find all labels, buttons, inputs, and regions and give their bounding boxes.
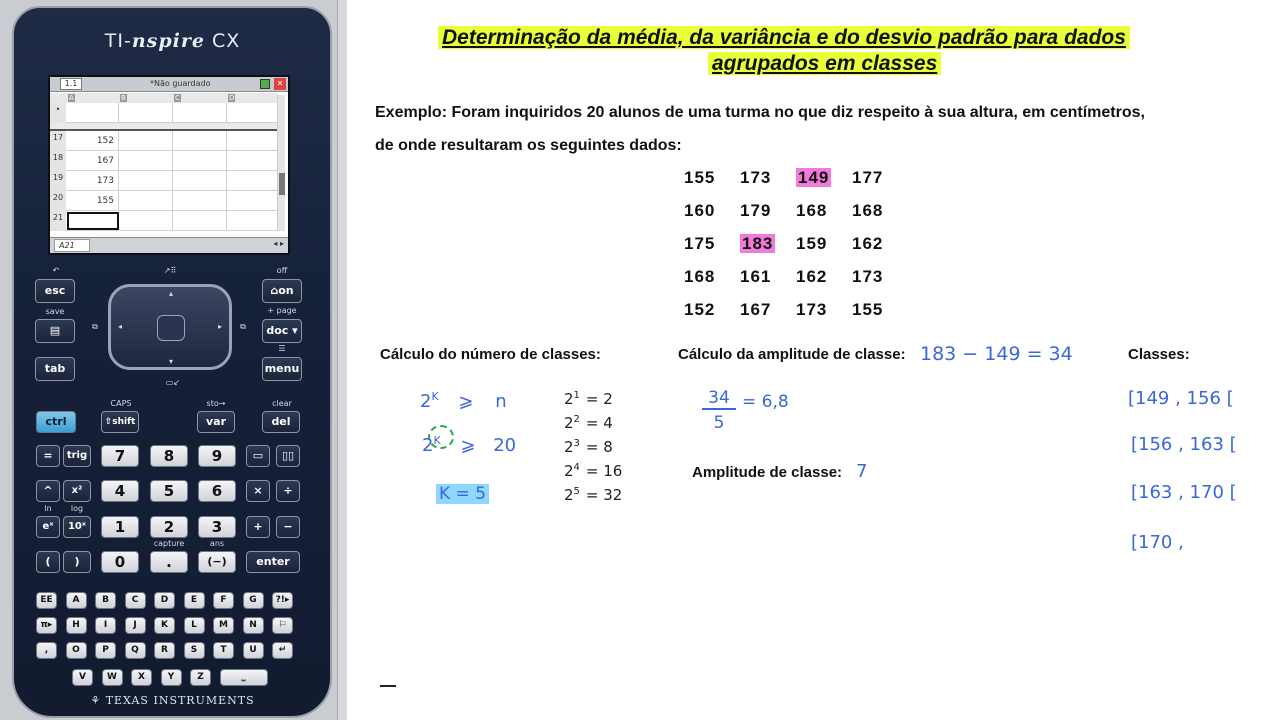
classes-count-label: Cálculo do número de classes: bbox=[380, 346, 601, 363]
caps-label: CAPS bbox=[110, 399, 132, 408]
trig-key[interactable]: trig bbox=[63, 445, 91, 467]
table-row bbox=[50, 103, 278, 123]
cell-c21[interactable] bbox=[174, 211, 227, 231]
touchpad[interactable] bbox=[108, 284, 232, 370]
del-key[interactable]: del bbox=[262, 411, 300, 433]
home-on-key[interactable]: ⌂on bbox=[262, 279, 302, 303]
letter-key[interactable]: J bbox=[125, 617, 146, 634]
letter-key[interactable]: N bbox=[243, 617, 264, 634]
power-result: = 8 bbox=[585, 438, 613, 456]
letter-key[interactable]: E bbox=[184, 592, 205, 609]
cell-b17[interactable] bbox=[120, 131, 173, 151]
document-name: *Não guardado bbox=[150, 79, 211, 88]
touchpad-click-icon[interactable] bbox=[157, 315, 185, 341]
data-value bbox=[796, 267, 846, 287]
power-of-two bbox=[564, 438, 613, 456]
data-value-text: 162 bbox=[852, 234, 884, 253]
class-interval: [170 , bbox=[1131, 532, 1184, 553]
inequality-1 bbox=[420, 390, 507, 412]
cell-c20[interactable] bbox=[174, 191, 227, 211]
data-value bbox=[740, 300, 790, 320]
key-5[interactable]: 5 bbox=[150, 480, 188, 502]
data-value bbox=[852, 234, 902, 254]
row-number: 18 bbox=[50, 151, 66, 171]
screen-status-bar bbox=[50, 237, 288, 253]
letter-key[interactable]: EE bbox=[36, 592, 57, 609]
exp-key[interactable]: eˣ bbox=[36, 516, 60, 538]
screen-titlebar bbox=[50, 77, 288, 92]
add-page-label: + page bbox=[267, 306, 297, 315]
column-header-c[interactable]: C bbox=[175, 94, 180, 102]
power-base: 2 bbox=[564, 462, 574, 480]
power-exponent: 4 bbox=[573, 462, 580, 473]
undo-icon: ↶ bbox=[52, 266, 60, 275]
right-arrow-icon: ▸ bbox=[217, 322, 222, 331]
data-value-text: 179 bbox=[740, 201, 772, 220]
data-value-text: 177 bbox=[852, 168, 884, 187]
panel-divider[interactable] bbox=[337, 0, 347, 720]
data-value-text: 162 bbox=[796, 267, 828, 286]
letter-key[interactable]: ?!▸ bbox=[272, 592, 293, 609]
notebook-page bbox=[348, 0, 1280, 720]
ineq2-base: 2 bbox=[422, 435, 434, 456]
page-tab[interactable]: 1.1 bbox=[60, 78, 82, 90]
power-base: 2 bbox=[564, 390, 574, 408]
data-value-text: 168 bbox=[684, 267, 716, 286]
grab-icon: ↗⠿ bbox=[163, 266, 177, 275]
letter-key[interactable]: S bbox=[184, 642, 205, 659]
text-cursor bbox=[380, 685, 396, 687]
cell-a18[interactable]: 167 bbox=[67, 151, 119, 171]
data-value-text: 152 bbox=[684, 300, 716, 319]
data-value-text: 173 bbox=[796, 300, 828, 319]
ctrl-key[interactable]: ctrl bbox=[36, 411, 76, 433]
class-interval: [156 , 163 [ bbox=[1131, 434, 1237, 455]
row-number: 20 bbox=[50, 191, 66, 211]
data-value bbox=[684, 300, 734, 320]
letter-key[interactable]: O bbox=[66, 642, 87, 659]
letter-key[interactable]: Z bbox=[190, 669, 211, 686]
classes-label: Classes: bbox=[1128, 346, 1190, 363]
ineq2-sign: ⩾ bbox=[460, 435, 476, 456]
ineq2-right: 20 bbox=[493, 435, 517, 456]
data-value bbox=[740, 168, 790, 188]
table-row bbox=[50, 191, 278, 211]
minus-key[interactable]: − bbox=[276, 516, 300, 538]
letter-key[interactable]: W bbox=[102, 669, 123, 686]
esc-key[interactable]: esc bbox=[35, 279, 75, 303]
letter-key[interactable]: V bbox=[72, 669, 93, 686]
row-number: 19 bbox=[50, 171, 66, 191]
data-value-text: 183 bbox=[742, 234, 774, 253]
cell-c18[interactable] bbox=[174, 151, 227, 171]
power-exponent: 1 bbox=[573, 390, 580, 401]
inequality-2 bbox=[422, 434, 516, 456]
data-value-text: 155 bbox=[852, 300, 884, 319]
amplitude-result-value: 7 bbox=[856, 461, 868, 482]
key-1[interactable]: 1 bbox=[101, 516, 139, 538]
tab-key[interactable]: tab bbox=[35, 357, 75, 381]
log-label: log bbox=[70, 504, 84, 513]
letter-key[interactable]: K bbox=[154, 617, 175, 634]
data-value bbox=[852, 300, 902, 320]
calculator-screen[interactable] bbox=[48, 75, 290, 255]
data-value-text: 173 bbox=[740, 168, 772, 187]
shift-key[interactable]: ⇧shift bbox=[101, 411, 139, 433]
letter-key[interactable]: T bbox=[213, 642, 234, 659]
letter-key[interactable]: R bbox=[154, 642, 175, 659]
power-base: 2 bbox=[564, 486, 574, 504]
data-value bbox=[740, 201, 790, 221]
square-key[interactable]: x² bbox=[63, 480, 91, 502]
menu-list-icon: ☰ bbox=[278, 344, 286, 353]
data-value bbox=[684, 234, 734, 254]
lparen-key[interactable]: ( bbox=[36, 551, 60, 573]
letter-key[interactable]: I bbox=[95, 617, 116, 634]
power-result: = 32 bbox=[585, 486, 623, 504]
data-value bbox=[684, 201, 734, 221]
letter-key[interactable]: ⚐ bbox=[272, 617, 293, 634]
key-2[interactable]: 2 bbox=[150, 516, 188, 538]
close-icon[interactable]: ✕ bbox=[274, 78, 286, 90]
column-headers bbox=[50, 93, 278, 103]
k-result bbox=[436, 484, 489, 504]
equals-key[interactable]: = bbox=[36, 445, 60, 467]
cell-b21[interactable] bbox=[120, 211, 173, 231]
letter-key[interactable]: A bbox=[66, 592, 87, 609]
doc-mini-icon: ⧉ bbox=[92, 322, 98, 331]
rparen-key[interactable]: ) bbox=[63, 551, 91, 573]
data-value-text: 167 bbox=[740, 300, 772, 319]
sto-label: sto→ bbox=[206, 399, 226, 408]
letter-key[interactable]: U bbox=[243, 642, 264, 659]
up-arrow-icon: ▴ bbox=[168, 289, 173, 298]
data-value bbox=[740, 267, 790, 287]
power-of-two bbox=[564, 390, 613, 408]
data-value bbox=[796, 201, 846, 221]
screen-scrollbar[interactable] bbox=[277, 95, 285, 231]
power-exponent: 3 bbox=[573, 438, 580, 449]
power-exponent: 2 bbox=[573, 414, 580, 425]
negative-key[interactable]: (−) bbox=[198, 551, 236, 573]
template-key[interactable]: ▭ bbox=[246, 445, 270, 467]
letter-key[interactable]: ⎵ bbox=[220, 669, 268, 686]
letter-key[interactable]: Q bbox=[125, 642, 146, 659]
letter-key[interactable]: B bbox=[95, 592, 116, 609]
ti-logo-icon: ⚘ bbox=[90, 694, 106, 707]
data-value-text: 168 bbox=[796, 201, 828, 220]
row-number: 17 bbox=[50, 131, 66, 151]
letter-key[interactable]: π▸ bbox=[36, 617, 57, 634]
data-value bbox=[740, 234, 790, 254]
active-cell-a21[interactable] bbox=[67, 212, 119, 230]
enter-key[interactable]: enter bbox=[246, 551, 300, 573]
letter-key[interactable]: M bbox=[213, 617, 234, 634]
cell-reference[interactable]: A21 bbox=[54, 239, 90, 252]
example-text-line-1: Exemplo: Foram inquiridos 20 alunos de uma turma no que diz respeito à sua altura, em centímetros, bbox=[375, 104, 1145, 121]
letter-key[interactable]: L bbox=[184, 617, 205, 634]
amplitude-label: Cálculo da amplitude de classe: bbox=[678, 346, 906, 363]
page-title-line-1 bbox=[438, 26, 1130, 50]
data-value bbox=[796, 234, 846, 254]
formula-cell[interactable] bbox=[120, 103, 173, 123]
data-value bbox=[852, 201, 902, 221]
scrollbar-thumb[interactable] bbox=[279, 173, 285, 195]
amplitude-result-label: Amplitude de classe: bbox=[692, 464, 843, 481]
letter-key[interactable]: D bbox=[154, 592, 175, 609]
data-value bbox=[684, 267, 734, 287]
column-header-b[interactable]: B bbox=[121, 94, 126, 102]
letter-key[interactable]: C bbox=[125, 592, 146, 609]
data-value-text: 161 bbox=[740, 267, 772, 286]
data-value bbox=[796, 300, 846, 320]
var-key[interactable]: var bbox=[197, 411, 235, 433]
power-of-two bbox=[564, 486, 622, 504]
letter-key[interactable]: G bbox=[243, 592, 264, 609]
page-title-line-2 bbox=[708, 52, 941, 76]
battery-icon bbox=[260, 79, 270, 89]
ln-label: ln bbox=[44, 504, 52, 513]
cell-a19[interactable]: 173 bbox=[67, 171, 119, 191]
table-row bbox=[50, 171, 278, 191]
decimal-key[interactable]: . bbox=[150, 551, 188, 573]
ineq1-right: n bbox=[495, 391, 507, 412]
fraction-numerator: 34 bbox=[702, 388, 736, 410]
cell-a17[interactable]: 152 bbox=[67, 131, 119, 151]
letter-key[interactable]: X bbox=[131, 669, 152, 686]
power-of-two bbox=[564, 414, 613, 432]
key-6[interactable]: 6 bbox=[198, 480, 236, 502]
column-header-d[interactable]: D bbox=[229, 94, 235, 102]
key-3[interactable]: 3 bbox=[198, 516, 236, 538]
key-7[interactable]: 7 bbox=[101, 445, 139, 467]
letter-key[interactable]: P bbox=[95, 642, 116, 659]
row-number: • bbox=[50, 103, 66, 123]
data-value-text: 159 bbox=[796, 234, 828, 253]
data-value-text: 173 bbox=[852, 267, 884, 286]
page-arrows-icon[interactable]: ◂ ▸ bbox=[273, 239, 284, 248]
page-mini-icon: ⧉ bbox=[240, 322, 246, 331]
formula-cell[interactable] bbox=[174, 103, 227, 123]
data-value-text: 155 bbox=[684, 168, 716, 187]
multiply-key[interactable]: × bbox=[246, 480, 270, 502]
fraction-result: = 6,8 bbox=[742, 392, 789, 412]
key-9[interactable]: 9 bbox=[198, 445, 236, 467]
amplitude-calculation: 183 − 149 = 34 bbox=[920, 343, 1073, 365]
scratchpad-key[interactable]: ▤ bbox=[35, 319, 75, 343]
cell-a20[interactable]: 155 bbox=[67, 191, 119, 211]
brand-suffix: CX bbox=[204, 30, 241, 52]
data-value bbox=[684, 168, 734, 188]
off-label: off bbox=[276, 266, 288, 275]
logo-text: TEXAS INSTRUMENTS bbox=[105, 694, 255, 707]
letter-key[interactable]: Y bbox=[161, 669, 182, 686]
divide-key[interactable]: ÷ bbox=[276, 480, 300, 502]
class-interval: [149 , 156 [ bbox=[1128, 388, 1234, 409]
letter-key[interactable]: F bbox=[213, 592, 234, 609]
ans-label: ans bbox=[209, 539, 225, 548]
ineq1-sign: ⩾ bbox=[458, 391, 474, 412]
cell-c17[interactable] bbox=[174, 131, 227, 151]
cell-b20[interactable] bbox=[120, 191, 173, 211]
calculator-brand bbox=[0, 30, 345, 52]
power-result: = 2 bbox=[585, 390, 613, 408]
texas-instruments-logo bbox=[0, 694, 345, 707]
example-text-line-2: de onde resultaram os seguintes dados: bbox=[375, 137, 682, 154]
power-base: 2 bbox=[564, 438, 574, 456]
data-value-text: 149 bbox=[798, 168, 830, 187]
brand-model: nspire bbox=[131, 30, 205, 52]
data-value bbox=[796, 168, 846, 188]
doc-key[interactable]: doc ▾ bbox=[262, 319, 302, 343]
table-row bbox=[50, 151, 278, 171]
ineq1-base: 2 bbox=[420, 391, 432, 412]
column-header-a[interactable]: A bbox=[69, 94, 74, 102]
key-4[interactable]: 4 bbox=[101, 480, 139, 502]
table-row bbox=[50, 131, 278, 151]
k-result-text: K = 5 bbox=[436, 484, 489, 504]
cell-c19[interactable] bbox=[174, 171, 227, 191]
letter-key[interactable]: ↵ bbox=[272, 642, 293, 659]
ten-power-key[interactable]: 10ˣ bbox=[63, 516, 91, 538]
menu-key[interactable]: menu bbox=[262, 357, 302, 381]
ineq1-exponent: K bbox=[431, 390, 439, 403]
catalog-key[interactable]: ▯▯ bbox=[276, 445, 300, 467]
down-arrow-icon: ▾ bbox=[168, 357, 173, 366]
capture-label: capture bbox=[153, 539, 185, 548]
table-row bbox=[50, 211, 278, 231]
data-value bbox=[852, 168, 902, 188]
plus-key[interactable]: + bbox=[246, 516, 270, 538]
key-8[interactable]: 8 bbox=[150, 445, 188, 467]
power-of-two bbox=[564, 462, 622, 480]
ineq2-exponent: K bbox=[433, 434, 441, 447]
save-label: save bbox=[45, 307, 65, 316]
power-exponent: 5 bbox=[573, 486, 580, 497]
fraction-denominator: 5 bbox=[713, 413, 725, 433]
clear-label: clear bbox=[272, 399, 292, 408]
data-value-text: 175 bbox=[684, 234, 716, 253]
formula-cell[interactable] bbox=[67, 103, 119, 123]
brand-prefix: TI- bbox=[104, 30, 132, 52]
title-text-1: Determinação da média, da variância e do desvio padrão para dados bbox=[438, 26, 1130, 49]
cell-b19[interactable] bbox=[120, 171, 173, 191]
power-base: 2 bbox=[564, 414, 574, 432]
row-number: 21 bbox=[50, 211, 66, 231]
class-interval: [163 , 170 [ bbox=[1131, 482, 1237, 503]
header-divider bbox=[50, 123, 278, 131]
letter-key[interactable]: H bbox=[66, 617, 87, 634]
power-key[interactable]: ^ bbox=[36, 480, 60, 502]
cell-b18[interactable] bbox=[120, 151, 173, 171]
left-arrow-icon: ◂ bbox=[117, 322, 122, 331]
title-text-2: agrupados em classes bbox=[708, 52, 941, 75]
key-0[interactable]: 0 bbox=[101, 551, 139, 573]
power-result: = 4 bbox=[585, 414, 613, 432]
letter-key[interactable]: , bbox=[36, 642, 57, 659]
data-value-text: 160 bbox=[684, 201, 716, 220]
data-value bbox=[852, 267, 902, 287]
spreadsheet-grid bbox=[50, 103, 278, 231]
context-icon: ▭↙ bbox=[165, 378, 181, 387]
data-value-text: 168 bbox=[852, 201, 884, 220]
calculator-emulator bbox=[0, 0, 345, 720]
power-result: = 16 bbox=[585, 462, 623, 480]
